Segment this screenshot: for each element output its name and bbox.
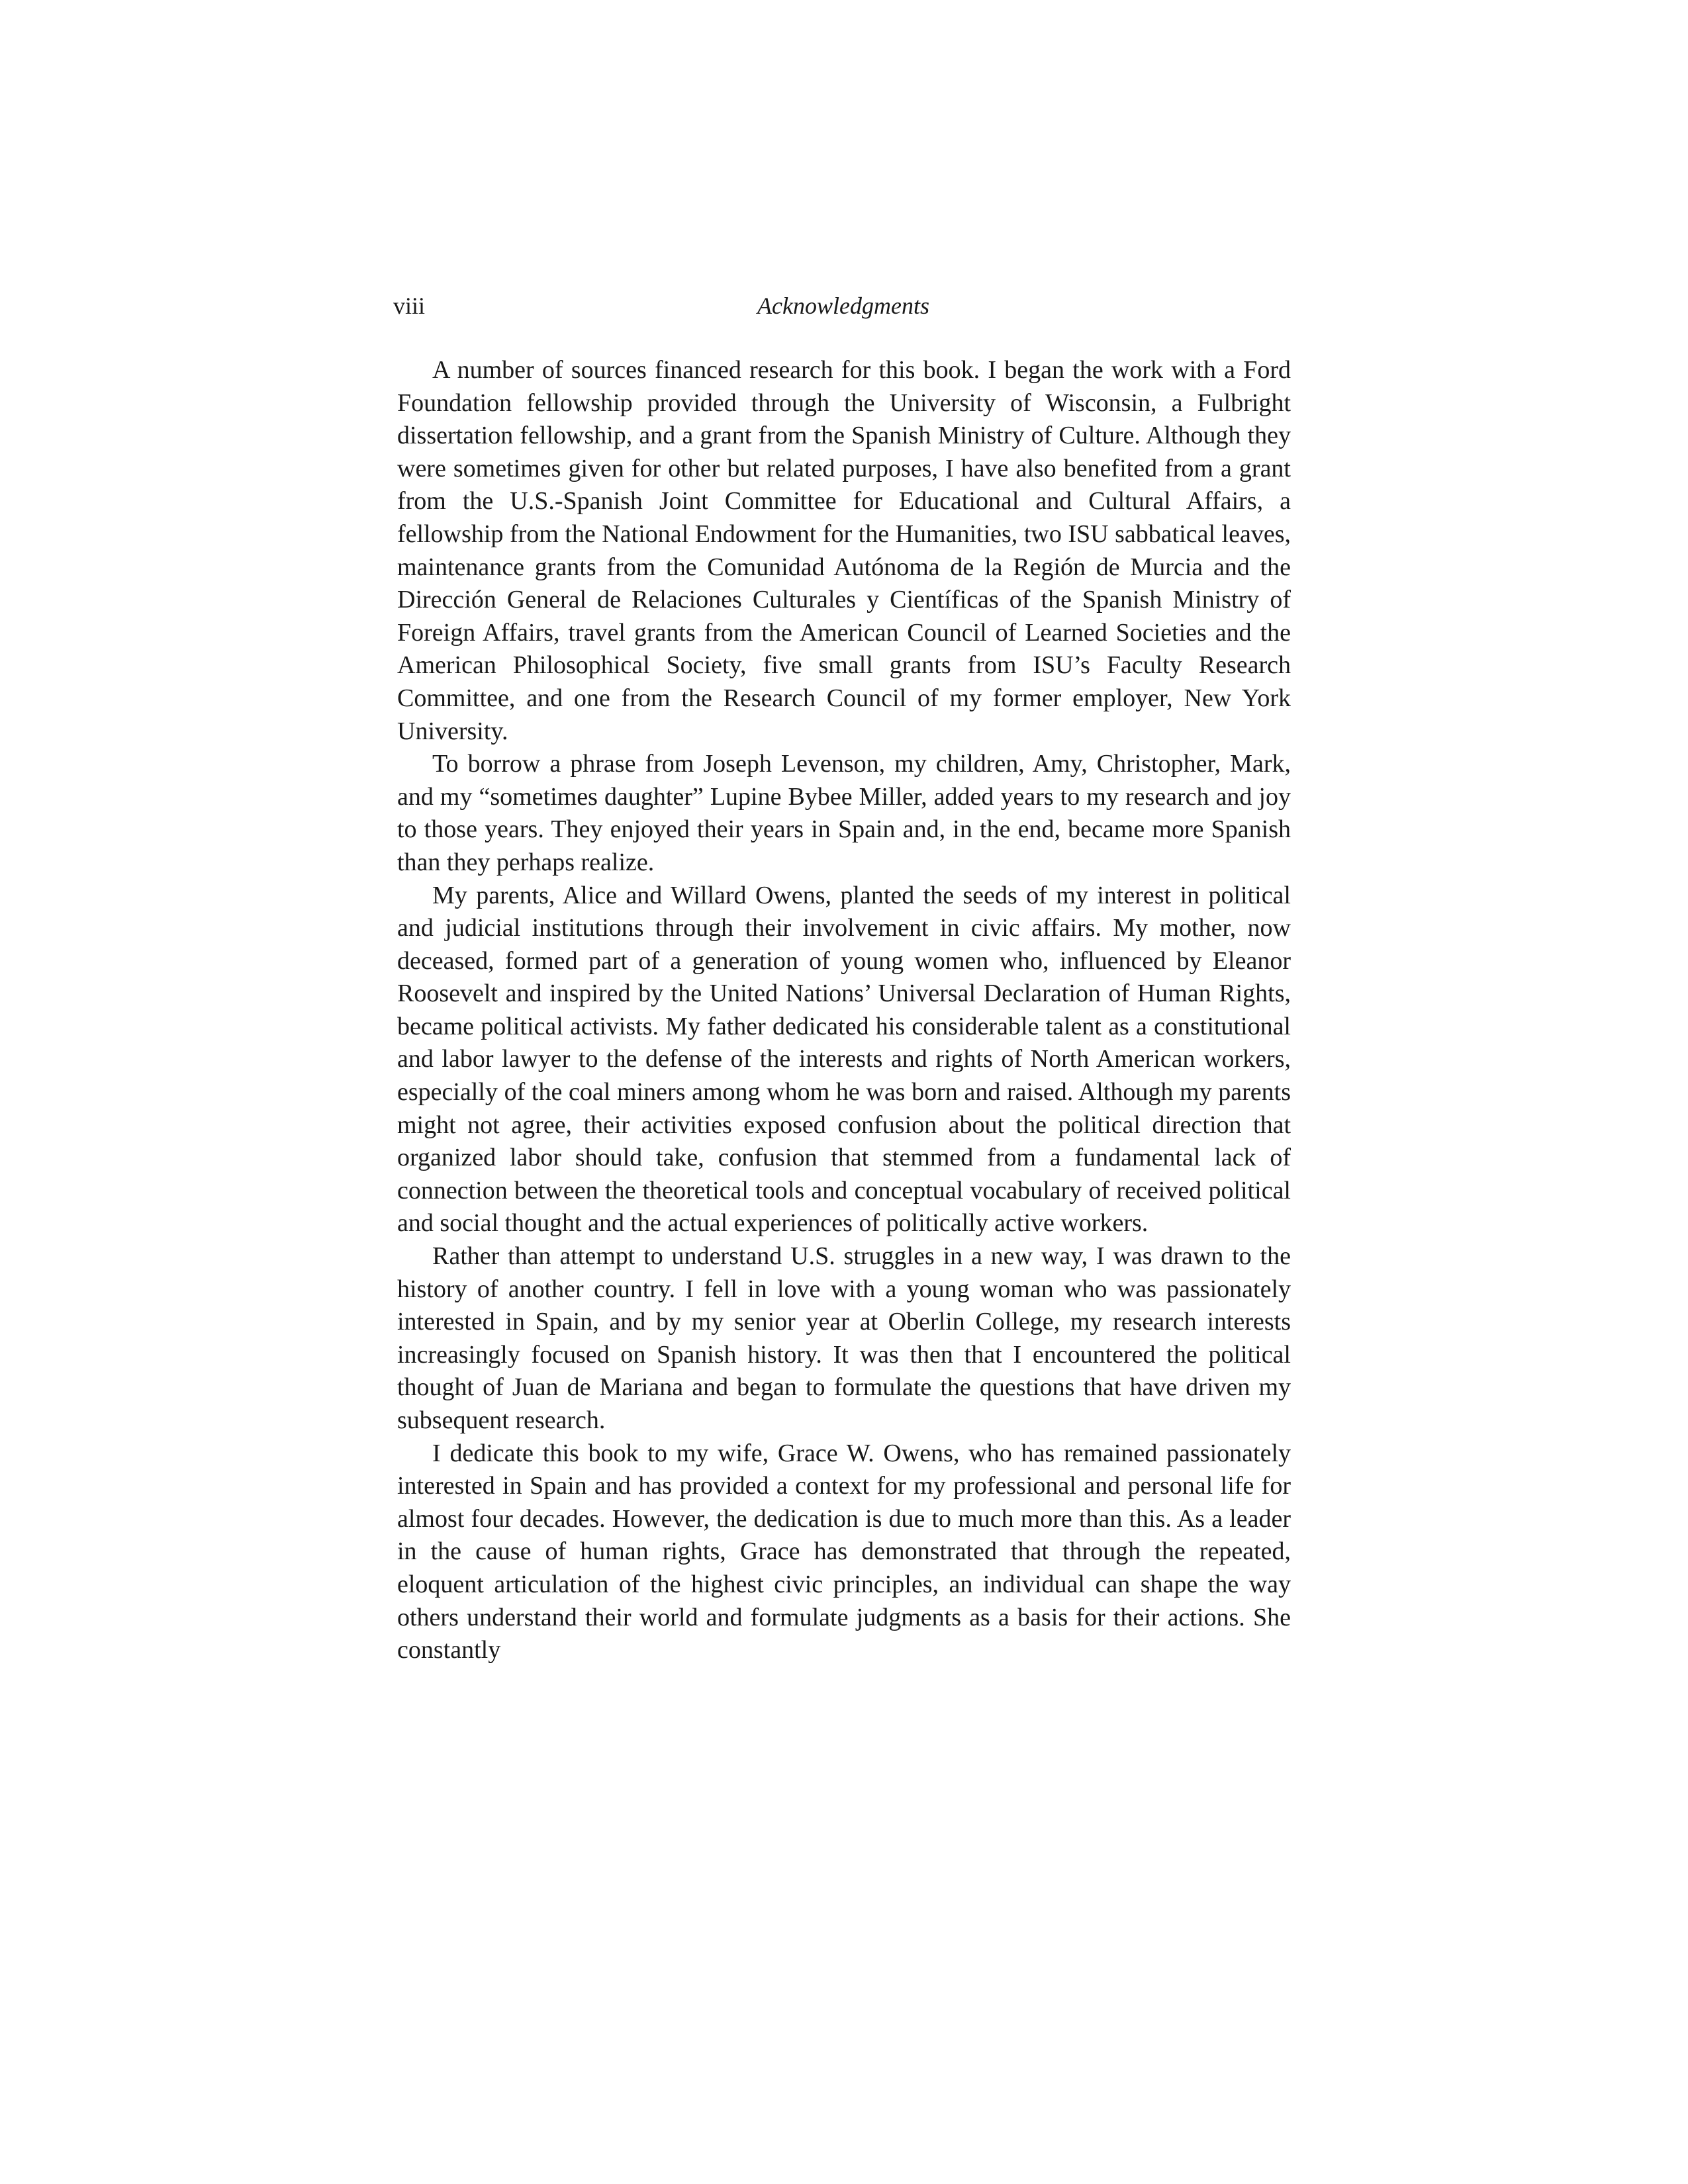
paragraph-children: To borrow a phrase from Joseph Levenson, my children, Amy, Christopher, Mark, and my “sometimes daughter” Lupine Bybee Miller, added years to my research and joy to those years. They enjoyed their years in Spain and, in the end, became more Spanish than they perhaps realize.	[397, 750, 1291, 876]
running-title: Acknowledgments	[757, 293, 929, 319]
running-head	[393, 286, 1293, 326]
paragraph-funding: A number of sources financed research for this book. I began the work with a Ford Foundation fellowship provided through the University of Wisconsin, a Fulbright dissertation fellowship, and a grant from the Spanish Ministry of Culture. Although they were sometimes given for other but related purposes, I have also benefited from a grant from the U.S.-Spanish Joint Committee for Educational and Cultural Affairs, a fellowship from the National Endowment for the Humanities, two ISU sabbatical leaves, maintenance grants from the Comunidad Autónoma de la Región de Murcia and the Dirección General de Relaciones Culturales y Científicas of the Spanish Ministry of Foreign Affairs, travel grants from the American Council of Learned Societies and the American Philosophical Society, five small grants from ISU’s Faculty Research Committee, and one from the Research Council of my former employer, New York University.	[397, 356, 1291, 745]
page-number: viii	[393, 293, 426, 319]
paragraph-parents: My parents, Alice and Willard Owens, planted the seeds of my interest in political and judicial institutions through their involvement in civic affairs. My mother, now deceased, formed part of a generation of young women who, influenced by Eleanor Roosevelt and inspired by the United Nations’ Universal Declaration of Human Rights, became political activists. My father dedicated his considerable talent as a constitutional and labor lawyer to the defense of the interests and rights of North American workers, especially of the coal miners among whom he was born and raised. Although my parents might not agree, their activities exposed confusion about the political direction that organized labor should take, confusion that stemmed from a fundamental lack of connection between the theoretical tools and conceptual vocabulary of received political and social thought and the actual experiences of politically active workers.	[397, 881, 1291, 1238]
body-text	[397, 354, 1291, 1667]
paragraph-spain-interest: Rather than attempt to understand U.S. struggles in a new way, I was drawn to the history of another country. I fell in love with a young woman who was passionately interested in Spain, and by my senior year at Oberlin College, my research interests increasingly focused on Spanish history. It was then that I encountered the political thought of Juan de Mariana and began to formulate the questions that have driven my subsequent research.	[397, 1242, 1291, 1434]
paragraph-dedication: I dedicate this book to my wife, Grace W. Owens, who has remained passionately interested in Spain and has provided a context for my professional and personal life for almost four decades. However, the dedication is due to much more than this. As a leader in the cause of human rights, Grace has demonstrated that through the repeated, eloquent articulation of the highest civic principles, an individual can shape the way others understand their world and formulate judgments as a basis for their actions. She constantly	[397, 1439, 1291, 1664]
